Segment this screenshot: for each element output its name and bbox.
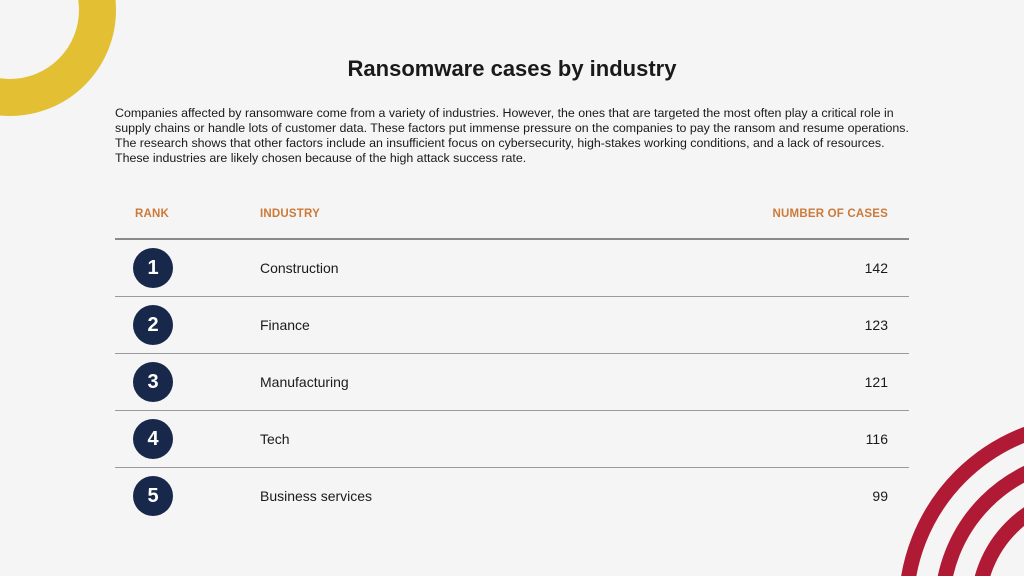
header-cases: NUMBER OF CASES xyxy=(772,208,888,220)
table-row xyxy=(115,240,909,297)
case-count: 123 xyxy=(864,317,888,333)
industry-name: Manufacturing xyxy=(260,374,349,390)
case-count: 116 xyxy=(865,431,888,447)
case-count: 142 xyxy=(864,260,888,276)
table-header xyxy=(115,200,909,240)
header-rank: RANK xyxy=(135,208,170,220)
case-count: 99 xyxy=(872,488,888,504)
table-row xyxy=(115,297,909,354)
table-row xyxy=(115,411,909,468)
industry-name: Business services xyxy=(260,488,373,504)
industry-name: Finance xyxy=(260,317,310,333)
page-title: Ransomware cases by industry xyxy=(347,56,677,81)
case-count: 121 xyxy=(864,374,888,390)
industry-table xyxy=(115,200,909,524)
industry-name: Tech xyxy=(260,431,290,447)
rank-badge: 4 xyxy=(133,419,173,459)
table-row xyxy=(115,354,909,411)
industry-name: Construction xyxy=(260,260,339,276)
rank-badge: 3 xyxy=(133,362,173,402)
header-industry: INDUSTRY xyxy=(260,208,320,220)
intro-paragraph: Companies affected by ransomware come from a variety of industries. However, the ones that are targeted the most often play a critical role in supply chains or handle lots of customer data. These factors put immense pressure on the companies to pay the ransom and resume operations. The research shows that other factors include an insufficient focus on cybersecurity, high-stakes working conditions, and a lack of resources. These industries are likely chosen because of the high attack success rate. xyxy=(115,106,909,165)
table-row xyxy=(115,468,909,524)
rank-badge: 5 xyxy=(133,476,173,516)
rank-badge: 2 xyxy=(133,305,173,345)
rank-badge: 1 xyxy=(133,248,173,288)
